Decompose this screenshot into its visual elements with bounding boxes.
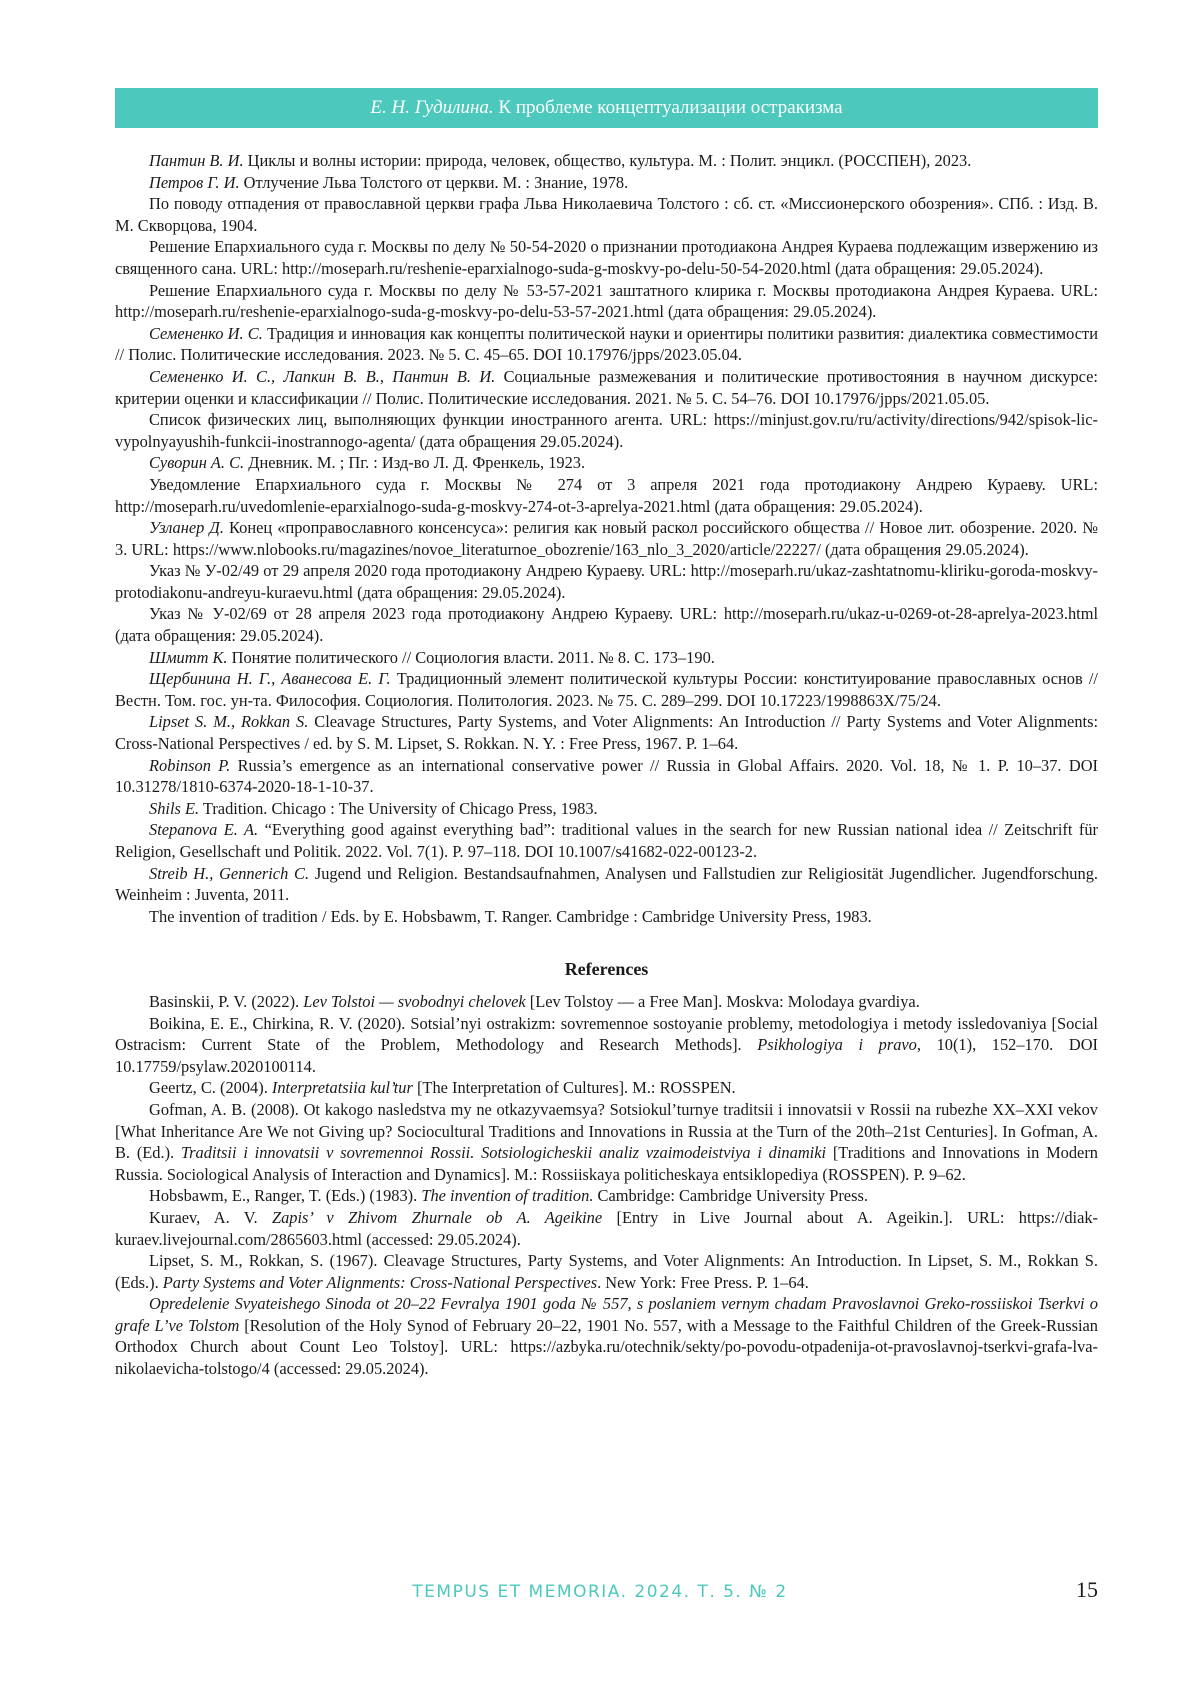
reference-segment: Cambridge: Cambridge University Press. — [593, 1186, 868, 1206]
reference-entry — [115, 1207, 1098, 1250]
references-ru-list — [115, 150, 1098, 927]
reference-text: Конец «проправославного консенсуса»: религия как новый раскол российского общества // Новое лит. обозрение. 2020. № 3. URL: https://www.nlobooks.ru/magazines/novoe_literaturnoe_obozrenie/163_nlo_3_2020/article/22227/ (дата обращения 29.05.2024). — [115, 518, 1098, 559]
reference-segment: Boikina, E. E., Chirkina, R. V. (2020). Sotsial’nyi ostrakizm: sovremennoe sostoyanie problemy, metodologiya i metody issledovaniya [Social Ostracism: Current State of the Problem, Methodology and Research Methods]. — [115, 1013, 1098, 1055]
reference-segment: Gofman, A. B. (2008). Ot kakogo nasledstva my ne otkazyvaemsya? Sotsiokul’turnye traditsii i innovatsii v Rossii na rubezhe XX–XXI vekov [What Inheritance Are We not Giving up? Sociocultural Traditions and Innovations in Russia at the Turn of the 20th–21st Centuries]. In Gofman, A. B. (Ed.). — [115, 1099, 1098, 1163]
reference-text: “Everything good against everything bad”: traditional values in the search for new Russian national idea // Zeitschrift für Religion, Gesellschaft und Politik. 2022. Vol. 7(1). P. 97–118. DOI 10.1007/s41682-022-00123-2. — [115, 820, 1099, 861]
reference-author: Суворин А. С. — [149, 453, 245, 473]
reference-text: Традиция и инновация как концепты политической науки и ориентиры политики развития: диалектика совместимости // Полис. Политические исследования. 2023. № 5. С. 45–65. DOI 10.17976/jpps/2023.05.04. — [115, 323, 1098, 365]
reference-text: The invention of tradition / Eds. by E. Hobsbawm, T. Ranger. Cambridge : Cambridge University Press, 1983. — [149, 906, 872, 926]
footer-journal: TEMPUS ET MEMORIA. 2024. Т. 5. № 2 — [412, 1582, 788, 1602]
reference-author: Семененко И. С. — [149, 323, 263, 343]
reference-entry — [115, 863, 1098, 906]
reference-author: Шмитт К. — [149, 647, 228, 667]
reference-text: Социальные размежевания и политические противостояния в научном дискурсе: критерии оценки и классификации // Полис. Политические исследования. 2021. № 5. С. 54–76. DOI 10.17976/jpps/2021.05.05. — [115, 366, 1098, 408]
reference-text: Указ № У-02/69 от 28 апреля 2023 года протодиакону Андрею Кураеву. URL: http://moseparh.ru/ukaz-u-0269-ot-28-aprelya-2023.html (дата обращения: 29.05.2024). — [115, 604, 1098, 646]
reference-text: Решение Епархиального суда г. Москвы по делу № 50-54-2020 о признании протодиакона Андрея Кураева подлежащим извержению из священного сана. URL: http://moseparh.ru/reshenie-eparxialnogo-suda-g-moskvy-po-delu-50-54-2020.html (дата обращения: 29.05.2024). — [115, 237, 1098, 278]
reference-text: Дневник. М. ; Пг. : Изд-во Л. Д. Френкель, 1923. — [244, 453, 586, 473]
reference-text: Russia’s emergence as an international conservative power // Russia in Global Affairs. 2020. Vol. 18, № 1. P. 10–37. DOI 10.31278/1810-6374-2020-18-1-10-37. — [115, 755, 1098, 797]
reference-text: Понятие политического // Социология власти. 2011. № 8. С. 173–190. — [227, 647, 715, 667]
reference-entry — [115, 798, 1098, 820]
reference-text: Tradition. Chicago : The University of Chicago Press, 1983. — [199, 798, 598, 818]
reference-entry — [115, 603, 1098, 646]
reference-entry — [115, 560, 1098, 603]
running-header — [115, 88, 1098, 128]
reference-text: Список физических лиц, выполняющих функции иностранного агента. URL: https://minjust.gov.ru/ru/activity/directions/942/spisok-lic-vypolnyayushih-funkcii-inostrannogo-agenta/ (дата обращения 29.05.2024). — [115, 410, 1098, 451]
reference-segment: Kuraev, A. V. — [149, 1207, 272, 1227]
reference-entry — [115, 819, 1098, 862]
reference-author: Streib H., Gennerich C. — [149, 863, 310, 883]
header-author: Е. Н. Гудилина. — [370, 97, 494, 118]
reference-author: Щербинина Н. Г., Аванесова Е. Г. — [149, 669, 391, 689]
reference-italic-segment: Party Systems and Voter Alignments: Cross-National Perspectives — [162, 1272, 598, 1292]
reference-entry — [115, 991, 1098, 1013]
reference-italic-segment: Lev Tolstoi — svobodnyi chelovek — [303, 991, 526, 1011]
reference-text: Уведомление Епархиального суда г. Москвы № 274 от 3 апреля 2021 года протодиакону Андрею Кураеву. URL: http://moseparh.ru/uvedomlenie-eparxialnogo-suda-g-moskvy-274-ot-3-aprelya-2021.html (дата обращения: 29.05.2024). — [115, 474, 1098, 516]
reference-text: Cleavage Structures, Party Systems, and Voter Alignments: An Introduction // Party Systems and Voter Alignments: Cross-National Perspectives / ed. by S. M. Lipset, S. Rokkan. N. Y. : Free Press, 1967. P. 1–64. — [115, 712, 1099, 754]
references-en-list — [115, 991, 1098, 1380]
reference-author: Семененко И. С., Лапкин В. В., Пантин В. И. — [149, 366, 496, 386]
page-number: 15 — [1076, 1577, 1098, 1602]
reference-text: Решение Епархиального суда г. Москвы по делу № 53-57-2021 заштатного клирика г. Москвы протодиакона Андрея Кураева. URL: http://moseparh.ru/reshenie-eparxialnogo-suda-g-moskvy-po-delu-53-57-2021.html (дата обращения: 29.05.2024). — [115, 280, 1098, 322]
reference-italic-segment: Psikhologiya i pravo — [757, 1035, 917, 1055]
reference-entry — [115, 1185, 1098, 1207]
reference-segment: Basinskii, P. V. (2022). — [149, 991, 304, 1011]
reference-entry — [115, 366, 1098, 409]
reference-segment: Geertz, C. (2004). — [149, 1078, 272, 1098]
reference-author: Shils E. — [149, 798, 200, 818]
reference-italic-segment: Zapis’ v Zhivom Zhurnale ob A. Ageikine — [271, 1207, 603, 1227]
reference-entry — [115, 668, 1098, 711]
reference-entry — [115, 150, 1098, 172]
reference-entry — [115, 452, 1098, 474]
reference-entry — [115, 906, 1098, 928]
reference-entry — [115, 280, 1098, 323]
reference-author: Узланер Д. — [149, 518, 224, 538]
reference-entry — [115, 711, 1098, 754]
reference-text: Jugend und Religion. Bestandsaufnahmen, Analysen und Fallstudien zur Religiosität Jugendlicher. Jugendforschung. Weinheim : Juventa, 2011. — [115, 863, 1098, 905]
reference-italic-segment: Interpretatsiia kul’tur — [271, 1078, 413, 1098]
reference-entry — [115, 193, 1098, 236]
reference-segment: [The Interpretation of Cultures]. M.: ROSSPEN. — [412, 1078, 736, 1098]
reference-segment: [Lev Tolstoy — a Free Man]. Moskva: Molodaya gvardiya. — [525, 991, 920, 1011]
reference-italic-segment: Opredelenie Svyateishego Sinoda ot 20–22 Fevralya 1901 goda № 557, s poslaniem vernym chadam Pravoslavnoi Greko-rossiiskoi Tserkvi o grafe L’ve Tolstom — [115, 1294, 1098, 1335]
header-title: К проблеме концептуализации остракизма — [498, 97, 843, 118]
reference-entry — [115, 755, 1098, 798]
reference-segment: Lipset, S. M., Rokkan, S. (1967). Cleavage Structures, Party Systems, and Voter Alignments: An Introduction. In Lipset, S. M., Rokkan S. (Eds.). — [115, 1251, 1098, 1292]
reference-italic-segment: Traditsii i innovatsii v sovremennoi Rossii. Sotsiologicheskii analiz vzaimodeistviya i dinamiki — [180, 1143, 827, 1163]
reference-italic-segment: The invention of tradition. — [421, 1186, 594, 1206]
reference-text: Циклы и волны истории: природа, человек, общество, культура. М. : Полит. энцикл. (РОССПЕН), 2023. — [243, 151, 972, 170]
bibliography — [115, 150, 1098, 1380]
reference-entry — [115, 409, 1098, 452]
reference-text: Отлучение Льва Толстого от церкви. М. : Знание, 1978. — [239, 172, 629, 192]
reference-segment: , 10(1), 152–170. DOI 10.17759/psylaw.2020100114. — [115, 1035, 1098, 1076]
reference-author: Stepanova E. A. — [149, 820, 259, 840]
reference-entry — [115, 236, 1098, 279]
reference-segment: . New York: Free Press. P. 1–64. — [597, 1272, 809, 1292]
reference-text: По поводу отпадения от православной церкви графа Льва Николаевича Толстого : сб. ст. «Миссионерского обозрения». СПб. : Изд. В. М. Скворцова, 1904. — [115, 194, 1098, 235]
reference-entry — [115, 647, 1098, 669]
reference-author: Lipset S. M., Rokkan S. — [149, 712, 309, 732]
reference-entry — [115, 1099, 1098, 1185]
reference-author: Пантин В. И. — [149, 151, 244, 170]
reference-segment: [Entry in Live Journal about A. Ageikin.]. URL: https://diak-kuraev.livejournal.com/2865603.html (accessed: 29.05.2024). — [115, 1207, 1098, 1249]
reference-entry — [115, 1250, 1098, 1293]
reference-entry — [115, 1077, 1098, 1099]
reference-entry — [115, 1293, 1098, 1379]
reference-segment: [Resolution of the Holy Synod of February 20–22, 1901 No. 557, with a Message to the Faithful Children of the Greek-Russian Orthodox Church about Count Leo Tolstoy]. URL: https://azbyka.ru/otechnik/sekty/po-povodu-otpadenija-ot-pravoslavnoj-tserkvi-grafa-lva-nikolaevicha-tolstogo/4 (accessed: 29.05.2024). — [115, 1315, 1098, 1379]
reference-text: Указ № У-02/49 от 29 апреля 2020 года протодиакону Андрею Кураеву. URL: http://moseparh.ru/ukaz-zashtatnomu-kliriku-goroda-moskvy-protodiakonu-andreyu-kuraevu.html (дата обращения: 29.05.2024). — [115, 561, 1098, 602]
reference-entry — [115, 172, 1098, 194]
reference-text: Традиционный элемент политической культуры России: конституирование православных основ // Вестн. Том. гос. ун-та. Философия. Социология. Политология. 2023. № 75. С. 289–299. DOI 10.17223/1998863X/75/24. — [115, 669, 1098, 710]
reference-entry — [115, 517, 1098, 560]
reference-entry — [115, 1013, 1098, 1078]
reference-entry — [115, 323, 1098, 366]
reference-segment: [Traditions and Innovations in Modern Russia. Sociological Analysis of Interaction and Dynamics]. M.: Rossiiskaya politicheskaya entsiklopediya (ROSSPEN). P. 9–62. — [115, 1143, 1098, 1184]
reference-segment: Hobsbawm, E., Ranger, T. (Eds.) (1983). — [149, 1186, 422, 1206]
reference-entry — [115, 474, 1098, 517]
reference-author: Петров Г. И. — [149, 172, 240, 192]
reference-author: Robinson P. — [149, 755, 231, 775]
references-heading: References — [564, 959, 649, 980]
